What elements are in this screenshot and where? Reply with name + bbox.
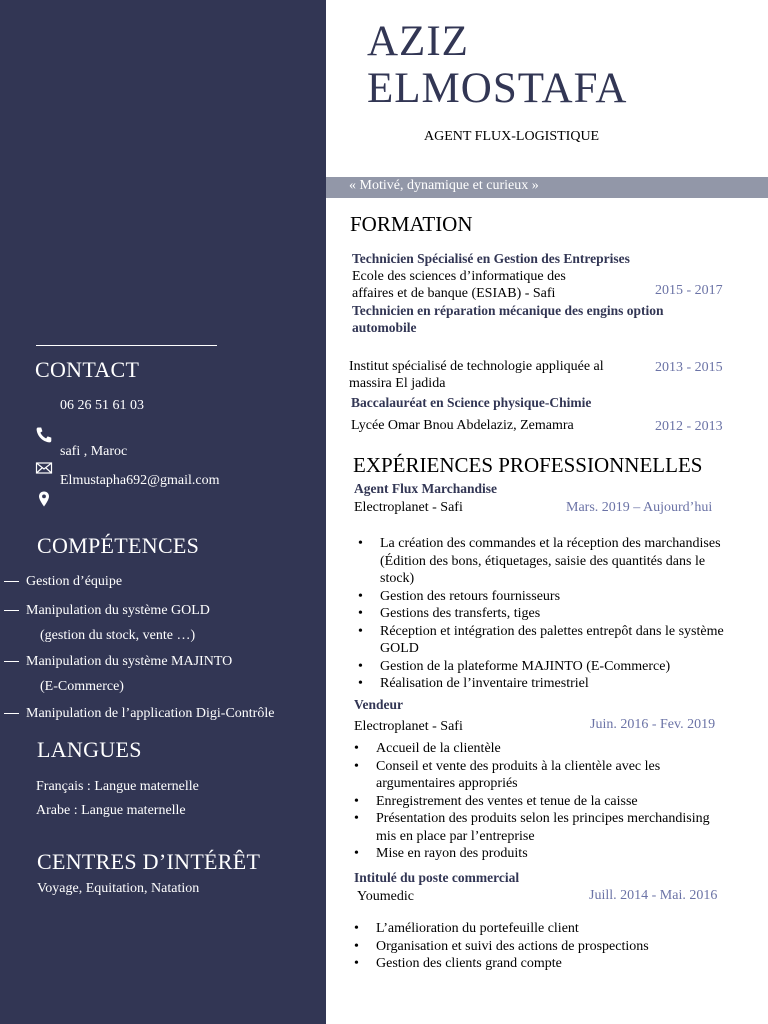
candidate-name: [367, 18, 627, 112]
language-item: Français : Langue maternelle: [36, 779, 199, 794]
school-name: Lycée Omar Bnou Abdelaziz, Zemamra: [351, 418, 574, 433]
formation-dates: 2012 - 2013: [655, 419, 723, 434]
contact-heading: CONTACT: [35, 357, 140, 382]
list-item: • Gestion des retours fournisseurs: [354, 588, 734, 606]
list-item: • Réception et intégration des palettes entrepôt dans le système GOLD: [354, 623, 734, 658]
degree-title: automobile: [352, 320, 417, 335]
school-name: Ecole des sciences d’informatique des: [352, 269, 566, 284]
job-company: Electroplanet - Safi: [354, 719, 463, 734]
job-dates: Juill. 2014 - Mai. 2016: [589, 888, 718, 903]
school-name: affaires et de banque (ESIAB) - Safi: [352, 286, 556, 301]
skill-item-detail: (E-Commerce): [40, 679, 124, 694]
school-name: Institut spécialisé de technologie appliquée al: [349, 359, 604, 374]
phone-icon: [35, 426, 53, 444]
experience-heading: EXPÉRIENCES PROFESSIONNELLES: [353, 453, 703, 477]
job-position: Vendeur: [354, 697, 404, 712]
job-dates: Mars. 2019 – Aujourd’hui: [566, 500, 713, 515]
skill-item: Manipulation du système GOLD: [4, 603, 210, 619]
degree-title: Technicien en réparation mécanique des engins option: [352, 303, 664, 318]
phone-number: 06 26 51 61 03: [60, 398, 144, 413]
first-name: AZIZ: [367, 18, 469, 65]
formation-heading: FORMATION: [350, 212, 473, 236]
list-item: • Gestions des transferts, tiges: [354, 605, 734, 623]
job-title: AGENT FLUX-LOGISTIQUE: [424, 129, 600, 144]
list-item: • Gestion de la plateforme MAJINTO (E-Commerce): [354, 658, 734, 676]
list-item: • Gestion des clients grand compte: [350, 955, 730, 973]
job-company: Youmedic: [357, 889, 414, 904]
job-dates: Juin. 2016 - Fev. 2019: [590, 717, 716, 732]
divider: [36, 345, 217, 346]
languages-heading: LANGUES: [37, 737, 142, 762]
list-item: • Réalisation de l’inventaire trimestriel: [354, 675, 734, 693]
contact-email[interactable]: Elmustapha692@gmail.com: [60, 473, 220, 488]
job-position: Intitulé du poste commercial: [354, 870, 520, 885]
list-item: • Présentation des produits selon les principes merchandising mis en place par l’entreprise: [350, 810, 730, 845]
location-pin-icon: [35, 490, 53, 508]
skills-heading: COMPÉTENCES: [37, 533, 200, 558]
skill-item: Manipulation du système MAJINTO: [4, 654, 232, 670]
formation-dates: 2013 - 2015: [655, 360, 723, 375]
sidebar: [0, 0, 326, 1024]
interests-heading: CENTRES D’INTÉRÊT: [37, 849, 261, 874]
job-tasks-list: [350, 920, 730, 973]
list-item: • Conseil et vente des produits à la clientèle avec les argumentaires appropriés: [350, 758, 730, 793]
job-tasks-list: [350, 740, 730, 863]
skill-item: Manipulation de l’application Digi-Contrôle: [4, 706, 274, 722]
degree-title: Technicien Spécialisé en Gestion des Entreprises: [352, 251, 630, 266]
contact-location: safi , Maroc: [60, 444, 128, 459]
list-item: • Accueil de la clientèle: [350, 740, 730, 758]
job-company: Electroplanet - Safi: [354, 500, 463, 515]
job-position: Agent Flux Marchandise: [354, 481, 498, 496]
motto: « Motivé, dynamique et curieux »: [349, 178, 539, 193]
last-name: ELMOSTAFA: [367, 65, 628, 112]
language-item: Arabe : Langue maternelle: [36, 803, 186, 818]
degree-title: Baccalauréat en Science physique-Chimie: [351, 395, 592, 410]
skill-item: Gestion d’équipe: [4, 574, 122, 590]
formation-dates: 2015 - 2017: [655, 283, 723, 298]
skill-item-detail: (gestion du stock, vente …): [40, 628, 196, 643]
job-tasks-list: [354, 535, 734, 693]
list-item: • Mise en rayon des produits: [350, 845, 730, 863]
list-item: • Enregistrement des ventes et tenue de la caisse: [350, 793, 730, 811]
interests-text: Voyage, Equitation, Natation: [37, 881, 200, 896]
envelope-icon: [35, 459, 53, 477]
school-name: massira El jadida: [349, 376, 446, 391]
list-item: • La création des commandes et la réception des marchandises (Édition des bons, étiquetages, saisie des quantités dans le stock): [354, 535, 734, 588]
list-item: • Organisation et suivi des actions de prospections: [350, 938, 730, 956]
list-item: • L’amélioration du portefeuille client: [350, 920, 730, 938]
